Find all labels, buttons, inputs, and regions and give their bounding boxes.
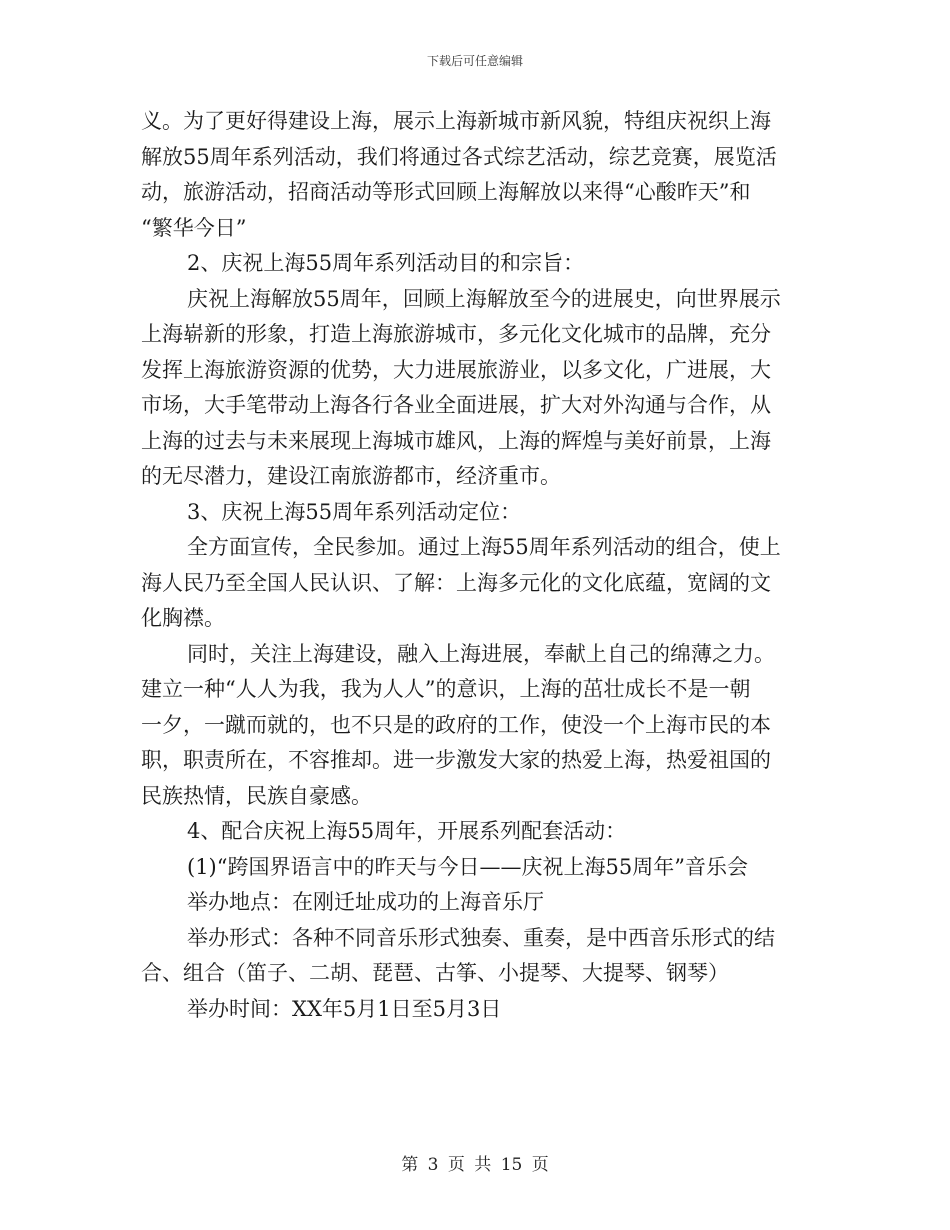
- list-item: (1)“跨国界语言中的昨天与今日——庆祝上海55周年”音乐会: [187, 854, 748, 879]
- text-line: 同时，关注上海建设，融入上海进展，奉献上自己的绵薄之力。: [187, 641, 775, 666]
- page-number-footer: 第 3 页 共 15 页: [401, 1155, 549, 1175]
- text-line: 上海的过去与未来展现上海城市雄风，上海的辉煌与美好前景，上海: [141, 428, 771, 453]
- text-line: 职，职责所在，不容推却。进一步激发大家的热爱上海，热爱祖国的: [141, 748, 771, 772]
- text-line: 化胸襟。: [141, 606, 225, 630]
- text-line: 庆祝上海解放55周年，回顾上海解放至今的进展史，向世界展示: [187, 286, 781, 311]
- text-line: 一夕，一蹴而就的，也不只是的政府的工作，使没一个上海市民的本: [141, 712, 771, 737]
- section-heading-4: 4、配合庆祝上海55周年，开展系列配套活动：: [187, 819, 627, 843]
- text-line: 全方面宣传，全民参加。通过上海55周年系列活动的组合，使上: [187, 535, 781, 559]
- text-line: 义。为了更好得建设上海，展示上海新城市新风貌，特组庆祝织上海: [141, 109, 771, 133]
- text-line: 建立一种“人人为我，我为人人”的意识，上海的茁壮成长不是一朝: [141, 677, 751, 701]
- text-line: 举办地点：在刚迁址成功的上海音乐厅: [187, 890, 544, 914]
- page-header: 下载后可任意编辑: [426, 54, 523, 68]
- text-line: 举办时间：XX年5月1日至5月3日: [187, 996, 502, 1021]
- text-line: “繁华今日”: [141, 215, 247, 240]
- text-line: 市场，大手笔带动上海各行各业全面进展，扩大对外沟通与合作，从: [141, 393, 771, 417]
- text-line: 发挥上海旅游资源的优势，大力进展旅游业，以多文化，广进展，大: [141, 357, 771, 382]
- text-line: 举办形式：各种不同音乐形式独奏、重奏，是中西音乐形式的结: [187, 925, 775, 950]
- text-line: 合、组合（笛子、二胡、琵琶、古筝、小提琴、大提琴、钢琴）: [141, 961, 729, 985]
- document-body: [141, 104, 801, 1027]
- text-line: 的无尽潜力，建设江南旅游都市，经济重市。: [141, 464, 561, 488]
- text-line: 解放55周年系列活动，我们将通过各式综艺活动，综艺竞赛，展览活: [141, 144, 777, 169]
- section-heading-3: 3、庆祝上海55周年系列活动定位：: [187, 499, 522, 524]
- text-line: 动，旅游活动，招商活动等形式回顾上海解放以来得“心酸昨天”和: [141, 180, 751, 204]
- section-heading-2: 2、庆祝上海55周年系列活动目的和宗旨：: [187, 251, 585, 275]
- text-line: 海人民乃至全国人民认识、了解：上海多元化的文化底蕴，宽阔的文: [141, 570, 771, 595]
- text-line: 民族热情，民族自豪感。: [141, 783, 372, 808]
- text-line: 上海崭新的形象，打造上海旅游城市，多元化文化城市的品牌，充分: [141, 322, 771, 346]
